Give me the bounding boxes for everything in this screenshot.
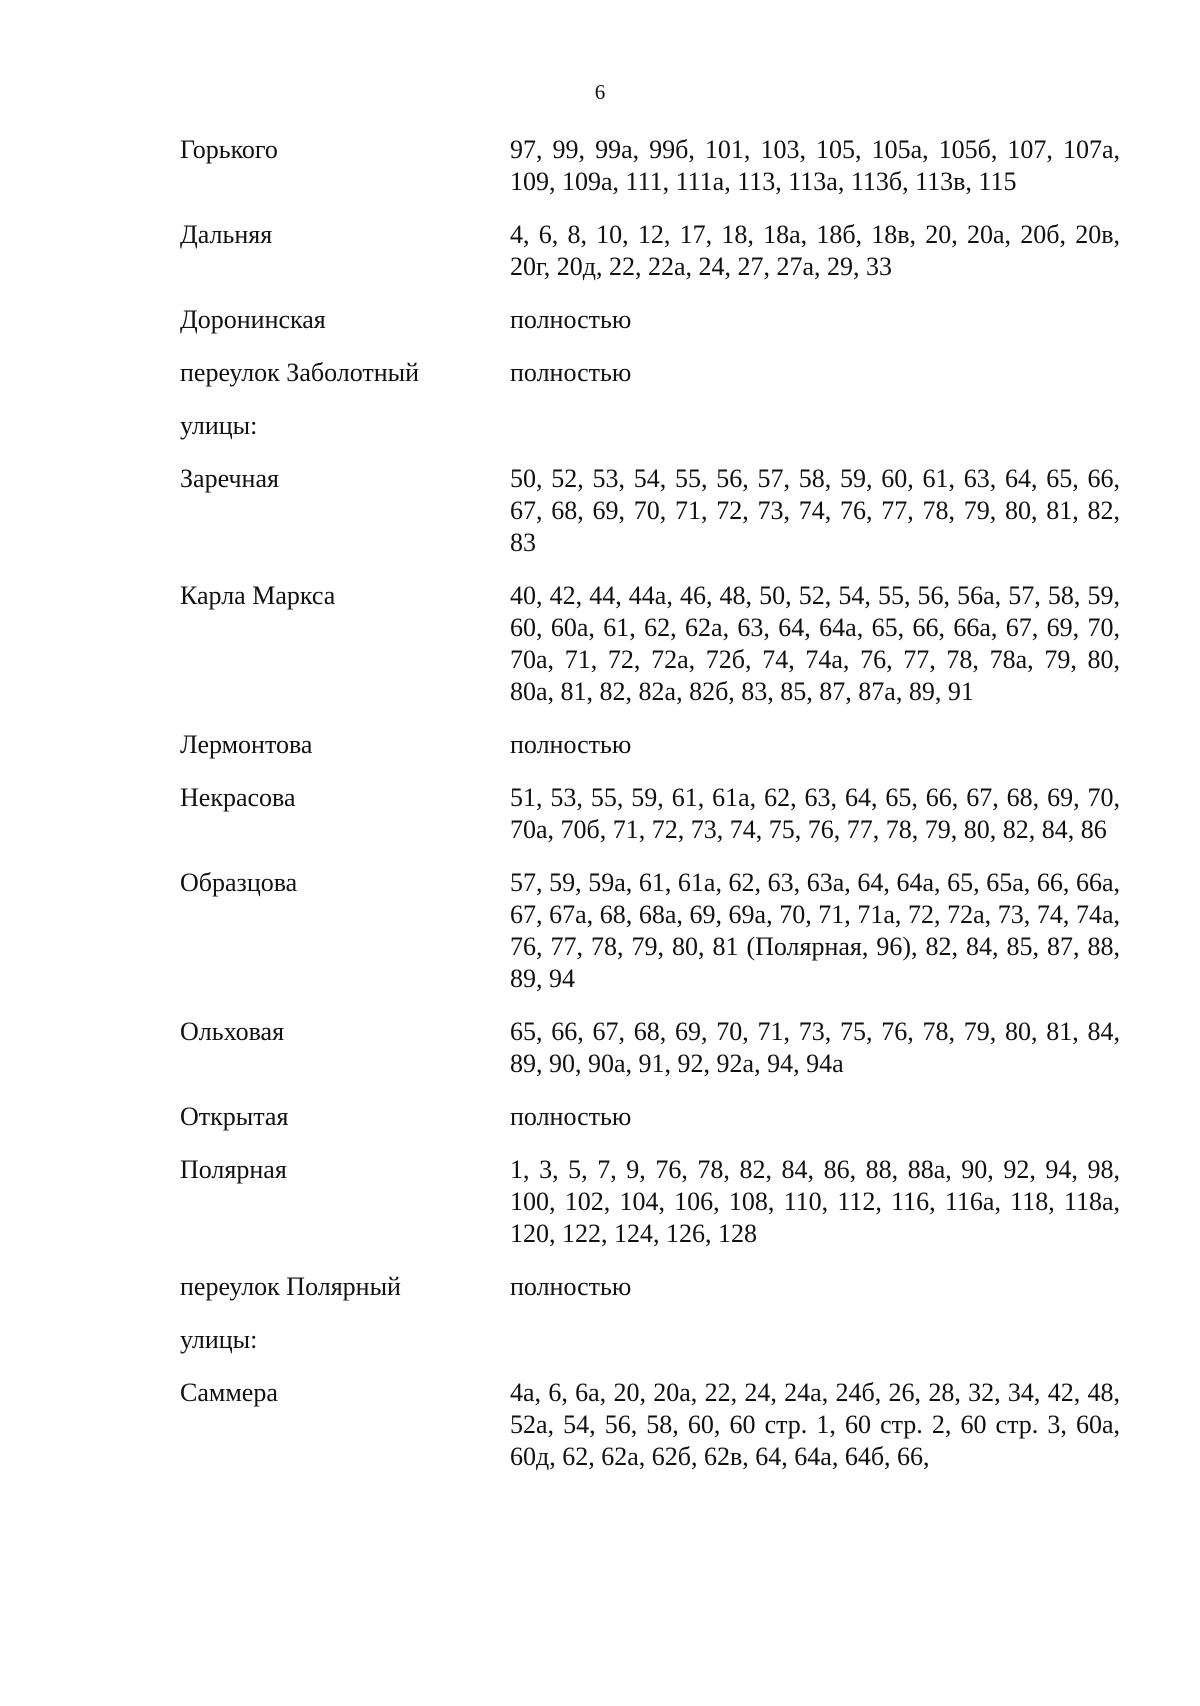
street-name: Карла Маркса xyxy=(180,581,336,610)
street-name: Горького xyxy=(180,135,278,164)
house-numbers xyxy=(510,1324,1120,1356)
street-list xyxy=(180,134,1120,1494)
house-numbers: 1, 3, 5, 7, 9, 76, 78, 82, 84, 86, 88, 88а, 90, 92, 94, 98, 100, 102, 104, 106, 108, 110, 112, 116, 116а, 118, 118а, 120, 122, 124, 126, 128 xyxy=(510,1155,1120,1248)
house-numbers: 97, 99, 99а, 99б, 101, 103, 105, 105а, 105б, 107, 107а, 109, 109а, 111, 111а, 113, 113а, 113б, 113в, 115 xyxy=(510,135,1120,196)
street-name: Ольховая xyxy=(180,1017,285,1046)
street-name: Саммера xyxy=(180,1378,278,1407)
house-numbers: 57, 59, 59а, 61, 61а, 62, 63, 63а, 64, 64а, 65, 65а, 66, 66а, 67, 67а, 68, 68а, 69, 69а, 70, 71, 71а, 72, 72а, 73, 74, 74а, 76, 77, 78, 79, 80, 81 (Полярная, 96), 82, 84, 85, 87, 88, 89, 94 xyxy=(510,868,1120,993)
section-heading-label: улицы: xyxy=(180,411,258,440)
street-entry xyxy=(180,580,1120,708)
street-name: переулок Полярный xyxy=(180,1272,401,1301)
street-name: переулок Заболотный xyxy=(180,358,420,387)
street-entry xyxy=(180,1271,1120,1303)
house-numbers: полностью xyxy=(510,305,632,334)
house-numbers: 4а, 6, 6а, 20, 20а, 22, 24, 24а, 24б, 26, 28, 32, 34, 42, 48, 52а, 54, 56, 58, 60, 60 стр. 1, 60 стр. 2, 60 стр. 3, 60а, 60д, 62, 62а, 62б, 62в, 64, 64а, 64б, 66, xyxy=(510,1378,1120,1471)
street-entry xyxy=(180,729,1120,761)
street-name: Лермонтова xyxy=(180,730,313,759)
house-numbers: 50, 52, 53, 54, 55, 56, 57, 58, 59, 60, 61, 63, 64, 65, 66, 67, 68, 69, 70, 71, 72, 73, 74, 76, 77, 78, 79, 80, 81, 82, 83 xyxy=(510,464,1120,557)
house-numbers: полностью xyxy=(510,730,632,759)
street-entry xyxy=(180,134,1120,198)
street-entry xyxy=(180,867,1120,995)
section-heading-label: улицы: xyxy=(180,1325,258,1354)
street-name: Открытая xyxy=(180,1102,289,1131)
street-entry xyxy=(180,219,1120,283)
street-name: Дальняя xyxy=(180,220,273,249)
street-entry xyxy=(180,1101,1120,1133)
street-entry xyxy=(180,1154,1120,1250)
street-name: Образцова xyxy=(180,868,298,897)
street-entry xyxy=(180,304,1120,336)
street-entry xyxy=(180,782,1120,846)
house-numbers: полностью xyxy=(510,1272,632,1301)
street-name: Доронинская xyxy=(180,305,326,334)
section-heading xyxy=(180,410,1120,442)
street-name: Некрасова xyxy=(180,783,296,812)
page-number: 6 xyxy=(594,80,606,104)
street-entry xyxy=(180,357,1120,389)
street-entry xyxy=(180,1016,1120,1080)
street-entry xyxy=(180,1377,1120,1473)
street-entry xyxy=(180,463,1120,559)
street-name: Заречная xyxy=(180,464,279,493)
house-numbers: 4, 6, 8, 10, 12, 17, 18, 18а, 18б, 18в, 20, 20а, 20б, 20в, 20г, 20д, 22, 22а, 24, 27, 27а, 29, 33 xyxy=(510,220,1120,281)
house-numbers: 40, 42, 44, 44а, 46, 48, 50, 52, 54, 55, 56, 56а, 57, 58, 59, 60, 60а, 61, 62, 62а, 63, 64, 64а, 65, 66, 66а, 67, 69, 70, 70а, 71, 72, 72а, 72б, 74, 74а, 76, 77, 78, 78а, 79, 80, 80а, 81, 82, 82а, 82б, 83, 85, 87, 87а, 89, 91 xyxy=(510,581,1120,706)
house-numbers xyxy=(510,410,1120,442)
house-numbers: 65, 66, 67, 68, 69, 70, 71, 73, 75, 76, 78, 79, 80, 81, 84, 89, 90, 90а, 91, 92, 92а, 94, 94а xyxy=(510,1017,1120,1078)
section-heading xyxy=(180,1324,1120,1356)
house-numbers: полностью xyxy=(510,1102,632,1131)
house-numbers: полностью xyxy=(510,358,632,387)
house-numbers: 51, 53, 55, 59, 61, 61а, 62, 63, 64, 65, 66, 67, 68, 69, 70, 70а, 70б, 71, 72, 73, 74, 75, 76, 77, 78, 79, 80, 82, 84, 86 xyxy=(510,783,1120,844)
street-name: Полярная xyxy=(180,1155,287,1184)
